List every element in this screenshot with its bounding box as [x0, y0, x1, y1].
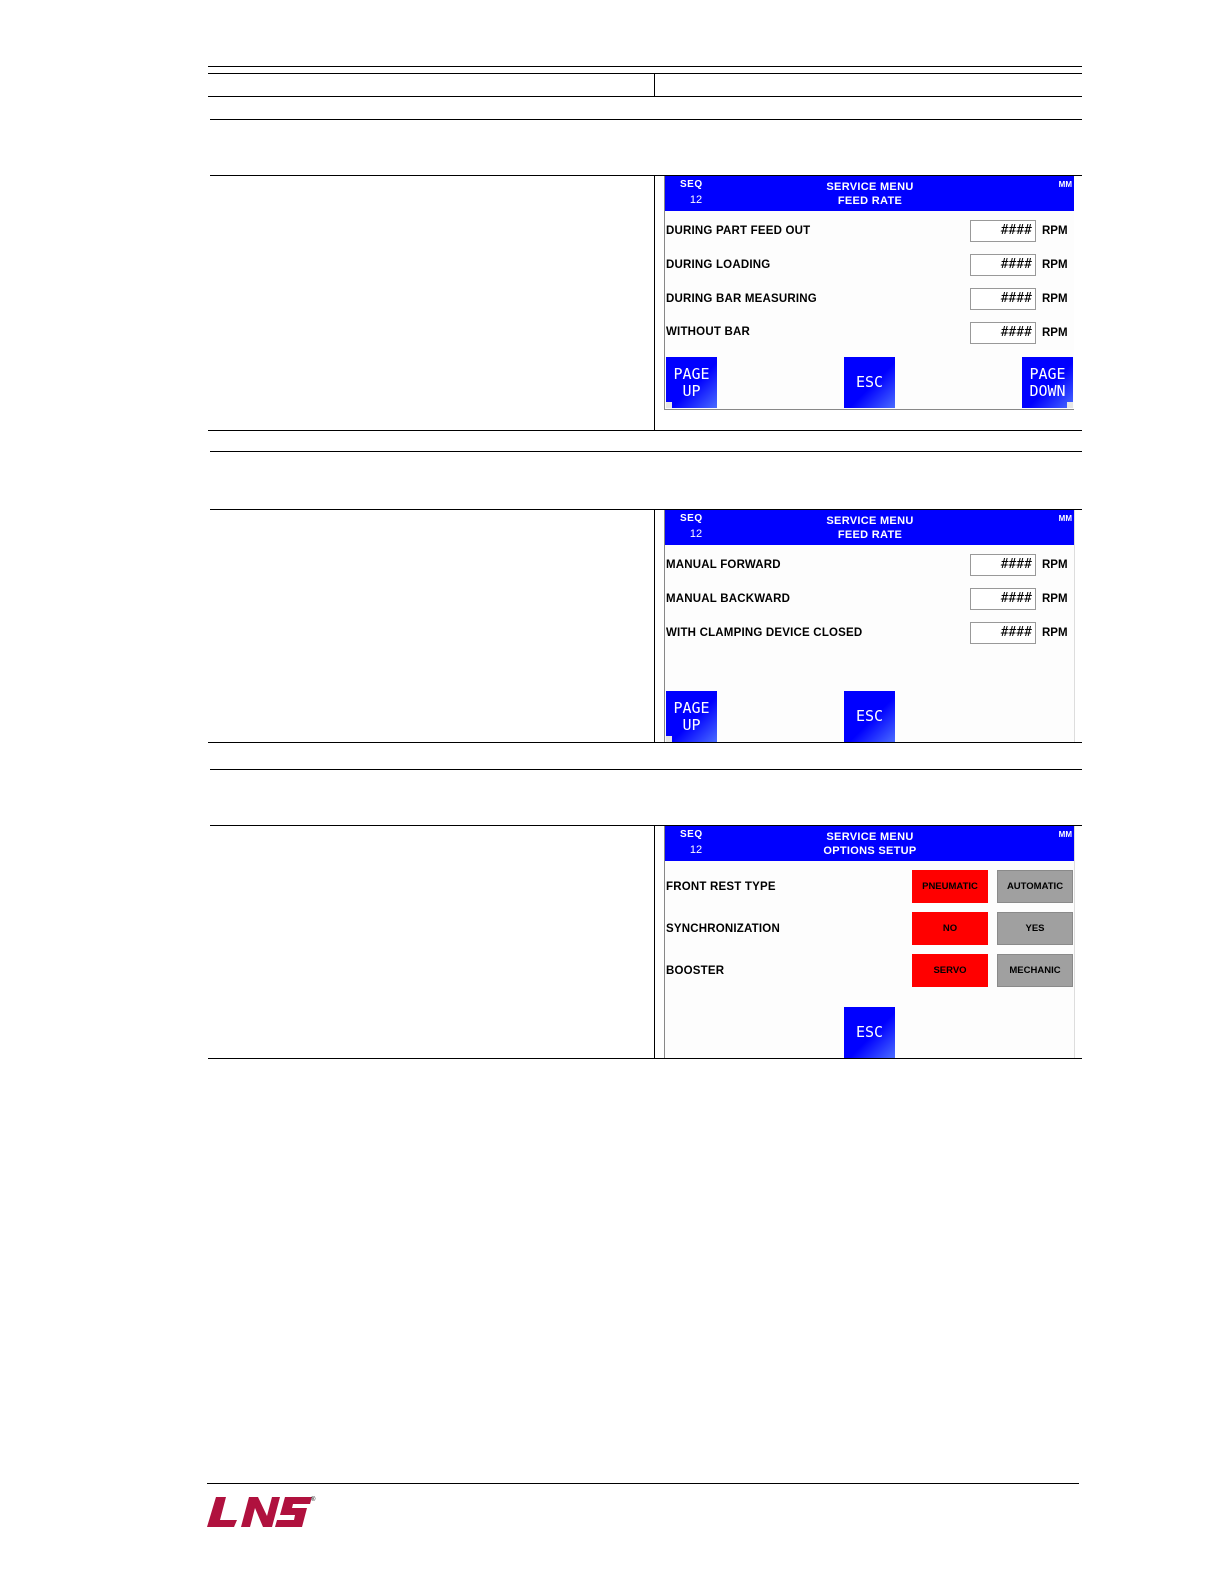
section-2-rule [210, 451, 1082, 452]
seq-value: 12 [689, 194, 703, 206]
section-1-rule [210, 119, 1082, 120]
screen-header [665, 176, 1074, 211]
rpm-field-part-feed-out[interactable]: #### [970, 220, 1036, 242]
unit-badge: MM [1058, 180, 1072, 189]
button-corner [666, 402, 672, 408]
row-label: DURING LOADING [666, 259, 771, 271]
table-1-divider [654, 175, 655, 430]
seq-label: SEQ [680, 829, 703, 840]
top-rule-3 [208, 96, 1082, 97]
svg-text:®: ® [311, 1497, 316, 1503]
unit-badge: MM [1058, 514, 1072, 523]
unit-label: RPM [1042, 259, 1068, 271]
option-label-front-rest: FRONT REST TYPE [666, 881, 776, 893]
row-label: DURING PART FEED OUT [666, 225, 811, 237]
row-label: WITHOUT BAR [666, 326, 750, 338]
lns-logo [207, 1494, 317, 1535]
esc-button[interactable]: ESC [844, 691, 895, 742]
option-servo-button[interactable]: SERVO [912, 954, 988, 987]
screen-header [665, 826, 1074, 861]
top-divider [654, 73, 655, 96]
screen-title: SERVICE MENU OPTIONS SETUP [823, 831, 917, 857]
unit-label: RPM [1042, 225, 1068, 237]
table-3-divider [654, 825, 655, 1058]
screen-title: SERVICE MENU FEED RATE [826, 515, 914, 541]
feed-rate-screen-1 [664, 176, 1074, 410]
table-1-bottom [208, 430, 1082, 431]
footer-rule [207, 1483, 1079, 1484]
row-label: WITH CLAMPING DEVICE CLOSED [666, 627, 863, 639]
row-label: MANUAL FORWARD [666, 559, 781, 571]
option-yes-button[interactable]: YES [997, 912, 1073, 945]
button-corner [666, 736, 672, 742]
table-2-divider [654, 509, 655, 742]
table-3-bottom [208, 1058, 1082, 1059]
unit-label: RPM [1042, 327, 1068, 339]
page-up-button[interactable]: PAGE UP [666, 691, 717, 742]
page-down-button[interactable]: PAGE DOWN [1022, 357, 1073, 408]
seq-value: 12 [689, 844, 703, 856]
esc-button[interactable]: ESC [844, 357, 895, 408]
unit-badge: MM [1058, 830, 1072, 839]
option-pneumatic-button[interactable]: PNEUMATIC [912, 870, 988, 903]
table-2-bottom [208, 742, 1082, 743]
rpm-field-manual-forward[interactable]: #### [970, 554, 1036, 576]
seq-label: SEQ [680, 179, 703, 190]
screen-title: SERVICE MENU FEED RATE [826, 181, 914, 207]
unit-label: RPM [1042, 627, 1068, 639]
screen-header [665, 510, 1074, 545]
lns-logo-mark [207, 1494, 317, 1530]
option-mechanic-button[interactable]: MECHANIC [997, 954, 1073, 987]
esc-button[interactable]: ESC [844, 1007, 895, 1058]
rpm-field-clamping-closed[interactable]: #### [970, 622, 1036, 644]
top-rule-2 [208, 73, 1082, 74]
options-setup-screen [664, 826, 1075, 1058]
unit-label: RPM [1042, 593, 1068, 605]
seq-label: SEQ [680, 513, 703, 524]
option-no-button[interactable]: NO [912, 912, 988, 945]
rpm-field-manual-backward[interactable]: #### [970, 588, 1036, 610]
seq-value: 12 [689, 528, 703, 540]
row-label: DURING BAR MEASURING [666, 293, 817, 305]
unit-label: RPM [1042, 293, 1068, 305]
rpm-field-loading[interactable]: #### [970, 254, 1036, 276]
feed-rate-screen-2 [664, 510, 1075, 742]
option-label-synchronization: SYNCHRONIZATION [666, 923, 780, 935]
section-3-rule [210, 769, 1082, 770]
button-corner [1067, 402, 1073, 408]
option-automatic-button[interactable]: AUTOMATIC [997, 870, 1073, 903]
unit-label: RPM [1042, 559, 1068, 571]
rpm-field-bar-measuring[interactable]: #### [970, 288, 1036, 310]
top-rule-1 [208, 66, 1082, 67]
rpm-field-without-bar[interactable]: #### [970, 322, 1036, 344]
row-label: MANUAL BACKWARD [666, 593, 791, 605]
page-up-button[interactable]: PAGE UP [666, 357, 717, 408]
option-label-booster: BOOSTER [666, 965, 725, 977]
